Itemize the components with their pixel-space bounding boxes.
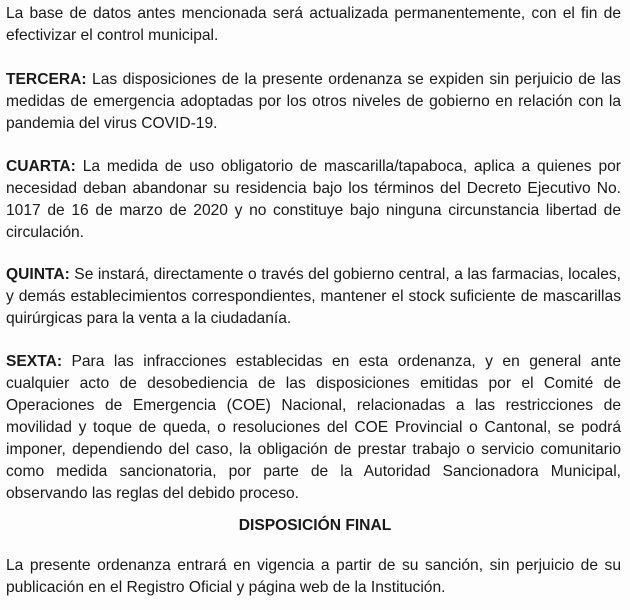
clause-cuarta-text: La medida de uso obligatorio de mascarilla/tapaboca, aplica a quienes por necesidad deban abandonar su residencia bajo los términos del Decreto Ejecutivo No. 1017 de 16 de marzo de 2020 y no constituye bajo ninguna circunstancia libertad de circulación. bbox=[6, 158, 621, 241]
clause-sexta bbox=[6, 351, 621, 505]
clause-tercera-text: Las disposiciones de la presente ordenanza se expiden sin perjuicio de las medidas de emergencia adoptadas por los otros niveles de gobierno en relación con la pandemia del virus COVID-19. bbox=[6, 71, 621, 132]
intro-paragraph bbox=[6, 3, 621, 47]
final-paragraph bbox=[6, 555, 621, 599]
intro-text: La base de datos antes mencionada será actualizada permanentemente, con el fin de efectivizar el control municipal. bbox=[6, 5, 621, 44]
final-heading: DISPOSICIÓN FINAL bbox=[238, 517, 392, 534]
clause-tercera bbox=[6, 69, 621, 135]
clause-cuarta bbox=[6, 156, 621, 244]
clause-quinta bbox=[6, 264, 621, 330]
clause-sexta-label: SEXTA: bbox=[6, 353, 63, 370]
clause-tercera-label: TERCERA: bbox=[6, 71, 87, 88]
clause-quinta-label: QUINTA: bbox=[6, 266, 70, 283]
clause-quinta-text: Se instará, directamente o través del gobierno central, a las farmacias, locales, y demás establecimientos correspondientes, mantener el stock suficiente de mascarillas quirúrgicas para la venta a la ciudadanía. bbox=[6, 266, 622, 327]
clause-cuarta-label: CUARTA: bbox=[6, 158, 76, 175]
clause-sexta-text: Para las infracciones establecidas en esta ordenanza, y en general ante cualquier acto de desobediencia de las disposiciones emitidas por el Comité de Operaciones de Emergencia (COE) Nacional, relacionadas a las restricciones de movilidad y toque de queda, o resoluciones del COE Provincial o Cantonal, se podrá imponer, dependiendo del caso, la obligación de prestar trabajo o servicio comunitario como medida sancionatoria, por parte de la Autoridad Sancionadora Municipal, observando las reglas del debido proceso. bbox=[6, 353, 622, 502]
final-text: La presente ordenanza entrará en vigencia a partir de su sanción, sin perjuicio de su publicación en el Registro Oficial y página web de la Institución. bbox=[6, 557, 621, 596]
